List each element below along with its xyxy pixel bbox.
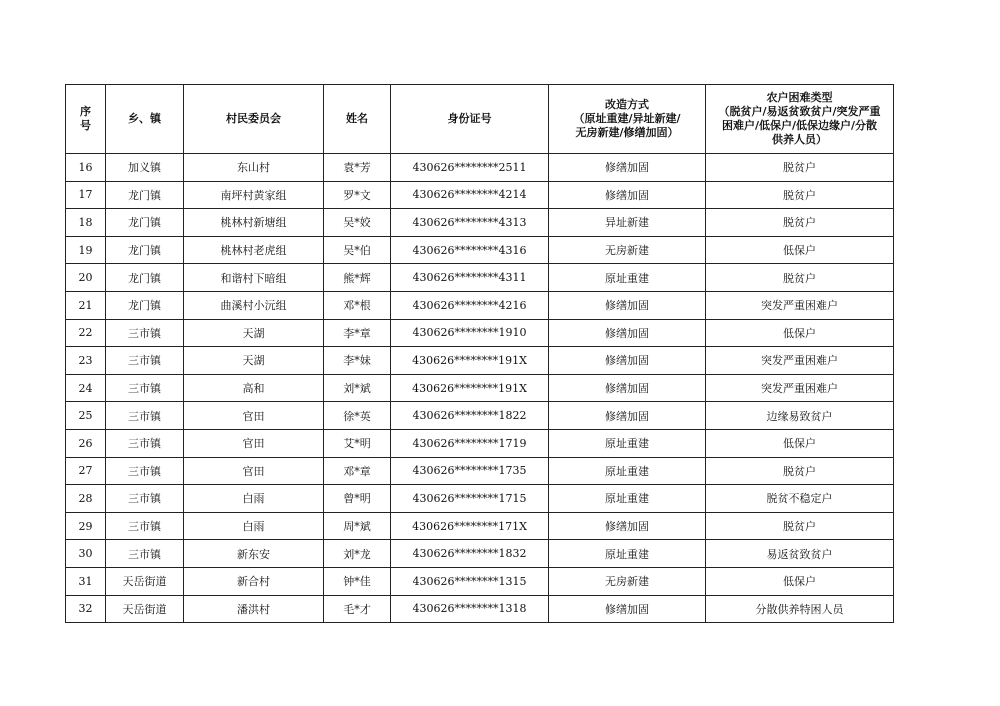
cell-no: 29 [66,512,106,540]
cell-village: 新东安 [184,540,324,568]
cell-id: 430626********4313 [391,209,549,237]
header-no-label: 序号 [80,105,91,132]
table-row [66,457,894,485]
cell-village: 南坪村黄家组 [184,181,324,209]
cell-no: 30 [66,540,106,568]
cell-town: 三市镇 [106,429,184,457]
header-no [66,85,106,154]
cell-method: 无房新建 [549,236,706,264]
header-type-line2: （脱贫户/易返贫致贫户/突发严重 [718,105,881,118]
table-row [66,402,894,430]
cell-type: 低保户 [706,429,894,457]
cell-no: 25 [66,402,106,430]
cell-village: 桃林村老虎组 [184,236,324,264]
household-renovation-table [65,84,894,623]
cell-id: 430626********4216 [391,291,549,319]
header-method-line1: 改造方式 [605,98,649,111]
cell-type: 脱贫户 [706,457,894,485]
cell-id: 430626********1910 [391,319,549,347]
table-row [66,485,894,513]
header-type [706,85,894,154]
cell-no: 32 [66,595,106,623]
cell-village: 官田 [184,402,324,430]
cell-name: 吴*姣 [324,209,391,237]
table-header-row [66,85,894,154]
header-type-line4: 供养人员） [772,133,827,146]
cell-id: 430626********1715 [391,485,549,513]
table-row [66,540,894,568]
cell-town: 三市镇 [106,374,184,402]
table-row [66,595,894,623]
cell-no: 26 [66,429,106,457]
table-row [66,181,894,209]
header-village: 村民委员会 [184,85,324,154]
cell-name: 徐*英 [324,402,391,430]
cell-no: 24 [66,374,106,402]
cell-town: 三市镇 [106,540,184,568]
cell-town: 三市镇 [106,319,184,347]
cell-name: 熊*辉 [324,264,391,292]
cell-type: 边缘易致贫户 [706,402,894,430]
header-method-line3: 无房新建/修缮加固） [575,126,679,139]
cell-town: 三市镇 [106,347,184,375]
cell-no: 19 [66,236,106,264]
cell-name: 艾*明 [324,429,391,457]
cell-name: 毛*才 [324,595,391,623]
cell-town: 龙门镇 [106,181,184,209]
cell-town: 龙门镇 [106,264,184,292]
cell-method: 异址新建 [549,209,706,237]
cell-village: 官田 [184,429,324,457]
cell-town: 龙门镇 [106,209,184,237]
header-name: 姓名 [324,85,391,154]
cell-name: 邓*根 [324,291,391,319]
cell-name: 周*斌 [324,512,391,540]
table-row [66,512,894,540]
cell-type: 脱贫不稳定户 [706,485,894,513]
header-type-line1: 农户困难类型 [766,91,833,104]
cell-name: 李*妹 [324,347,391,375]
cell-no: 23 [66,347,106,375]
cell-no: 20 [66,264,106,292]
cell-id: 430626********1735 [391,457,549,485]
cell-id: 430626********1719 [391,429,549,457]
cell-method: 修缮加固 [549,154,706,182]
cell-name: 袁*芳 [324,154,391,182]
cell-method: 原址重建 [549,485,706,513]
header-id: 身份证号 [391,85,549,154]
cell-town: 天岳街道 [106,567,184,595]
cell-type: 突发严重困难户 [706,374,894,402]
cell-village: 天湖 [184,347,324,375]
cell-id: 430626********171X [391,512,549,540]
cell-type: 低保户 [706,319,894,347]
cell-village: 曲溪村小沅组 [184,291,324,319]
cell-id: 430626********191X [391,347,549,375]
cell-type: 脱贫户 [706,512,894,540]
table-row [66,567,894,595]
cell-village: 新合村 [184,567,324,595]
cell-id: 430626********4214 [391,181,549,209]
cell-village: 桃林村新塘组 [184,209,324,237]
cell-type: 脱贫户 [706,181,894,209]
cell-method: 修缮加固 [549,512,706,540]
cell-village: 白雨 [184,485,324,513]
table-row [66,319,894,347]
cell-town: 加义镇 [106,154,184,182]
cell-name: 吴*伯 [324,236,391,264]
cell-id: 430626********2511 [391,154,549,182]
header-town: 乡、镇 [106,85,184,154]
cell-no: 18 [66,209,106,237]
cell-id: 430626********1822 [391,402,549,430]
cell-name: 曾*明 [324,485,391,513]
cell-type: 脱贫户 [706,154,894,182]
cell-type: 突发严重困难户 [706,291,894,319]
cell-village: 高和 [184,374,324,402]
cell-method: 原址重建 [549,429,706,457]
cell-town: 天岳街道 [106,595,184,623]
cell-name: 邓*章 [324,457,391,485]
cell-name: 李*章 [324,319,391,347]
cell-id: 430626********1318 [391,595,549,623]
table-row [66,264,894,292]
table-row [66,291,894,319]
table-row [66,209,894,237]
cell-no: 21 [66,291,106,319]
cell-method: 修缮加固 [549,291,706,319]
cell-type: 低保户 [706,567,894,595]
cell-type: 脱贫户 [706,264,894,292]
header-type-line3: 困难户/低保户/低保边缘户/分散 [721,119,878,132]
cell-name: 刘*斌 [324,374,391,402]
cell-no: 16 [66,154,106,182]
cell-no: 22 [66,319,106,347]
cell-no: 31 [66,567,106,595]
cell-id: 430626********4311 [391,264,549,292]
cell-method: 修缮加固 [549,181,706,209]
cell-village: 天湖 [184,319,324,347]
cell-type: 分散供养特困人员 [706,595,894,623]
cell-no: 28 [66,485,106,513]
cell-type: 低保户 [706,236,894,264]
cell-no: 27 [66,457,106,485]
cell-method: 修缮加固 [549,402,706,430]
cell-method: 无房新建 [549,567,706,595]
cell-type: 易返贫致贫户 [706,540,894,568]
header-method [549,85,706,154]
cell-type: 脱贫户 [706,209,894,237]
cell-town: 三市镇 [106,402,184,430]
cell-method: 原址重建 [549,540,706,568]
cell-village: 官田 [184,457,324,485]
table-row [66,154,894,182]
cell-method: 原址重建 [549,457,706,485]
cell-name: 罗*文 [324,181,391,209]
table-row [66,236,894,264]
cell-village: 和谐村下暗组 [184,264,324,292]
cell-town: 龙门镇 [106,236,184,264]
cell-method: 原址重建 [549,264,706,292]
cell-name: 刘*龙 [324,540,391,568]
cell-village: 东山村 [184,154,324,182]
cell-name: 钟*佳 [324,567,391,595]
cell-village: 潘洪村 [184,595,324,623]
cell-type: 突发严重困难户 [706,347,894,375]
cell-id: 430626********191X [391,374,549,402]
table-row [66,374,894,402]
cell-id: 430626********1832 [391,540,549,568]
cell-id: 430626********1315 [391,567,549,595]
cell-village: 白雨 [184,512,324,540]
cell-id: 430626********4316 [391,236,549,264]
table-row [66,429,894,457]
cell-method: 修缮加固 [549,347,706,375]
cell-town: 龙门镇 [106,291,184,319]
table-row [66,347,894,375]
cell-town: 三市镇 [106,457,184,485]
cell-method: 修缮加固 [549,374,706,402]
cell-no: 17 [66,181,106,209]
cell-method: 修缮加固 [549,319,706,347]
cell-town: 三市镇 [106,512,184,540]
cell-town: 三市镇 [106,485,184,513]
header-method-line2: （原址重建/异址新建/ [573,112,681,125]
cell-method: 修缮加固 [549,595,706,623]
